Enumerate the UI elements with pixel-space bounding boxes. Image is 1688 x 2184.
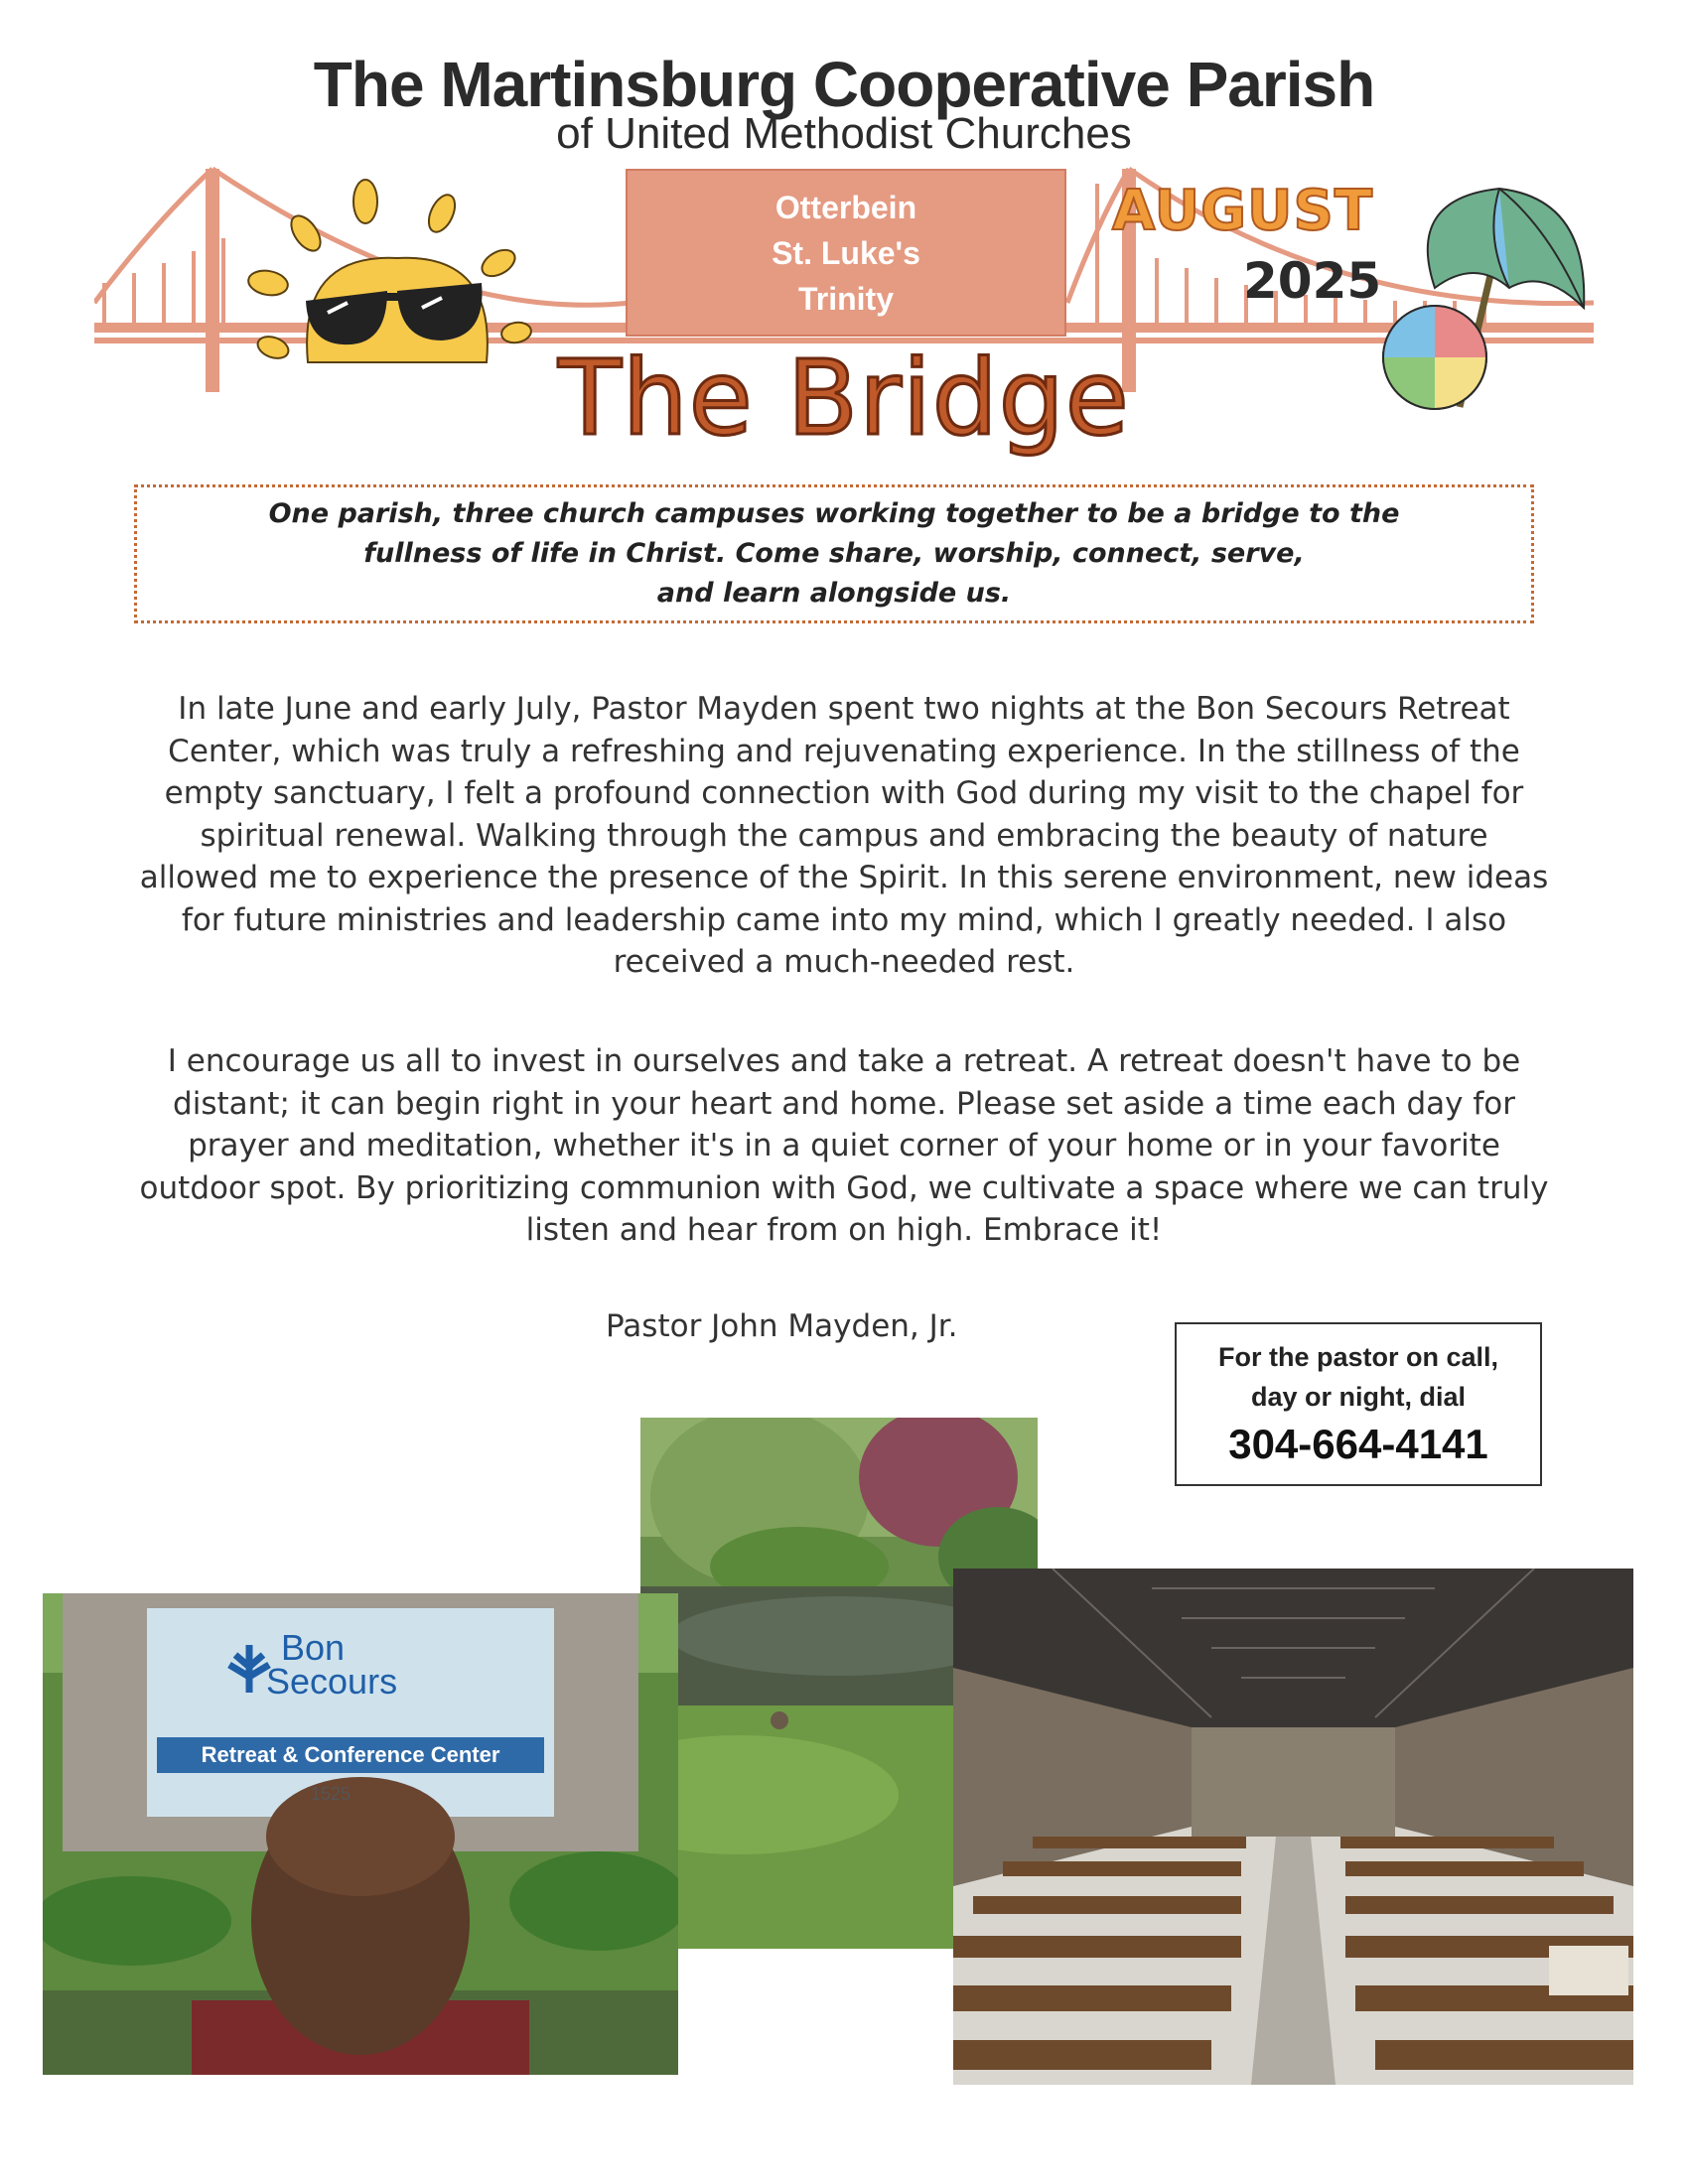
- parish-title: The Martinsburg Cooperative Parish: [313, 49, 1375, 120]
- article-paragraph-1: In late June and early July, Pastor Mayden spent two nights at the Bon Secours Retreat Center, which was truly a refreshing and rejuvenating experience. In the stillness of the empty sanctuary, I felt a profound connection with God during my visit to the chapel for spiritual renewal. Walking through the campus and embracing the beauty of nature allowed me to experience the presence of the Spirit. In this serene environment, new ideas for future ministries and leadership came into my mind, which I greatly needed. I also received a much-needed rest.: [139, 691, 1549, 980]
- retreat-sign-selfie-photo: [43, 1593, 678, 2075]
- church-campuses-box: [626, 169, 1066, 337]
- sign-banner: Retreat & Conference Center: [201, 1742, 500, 1767]
- chapel-interior-photo: [953, 1569, 1633, 2085]
- sign-brand-line-2: Secours: [266, 1661, 398, 1702]
- mission-line: and learn alongside us.: [656, 578, 1012, 609]
- church-name-st-lukes: St. Luke's: [772, 234, 920, 271]
- issue-year: 2025: [1243, 252, 1382, 310]
- mission-line: fullness of life in Christ. Come share, worship, connect, serve,: [363, 538, 1305, 569]
- contact-line-1: For the pastor on call,: [1217, 1341, 1499, 1372]
- contact-phone[interactable]: 304-664-4141: [1228, 1420, 1488, 1467]
- contact-line-2: day or night, dial: [1250, 1381, 1466, 1412]
- article-paragraph-2: I encourage us all to invest in ourselves and take a retreat. A retreat doesn't have to be distant; it can begin right in your heart and home. Please set aside a time each day for prayer and meditation, whether it's in a quiet corner of your home or in your favorite outdoor spot. By prioritizing communion with God, we cultivate a space where we can truly listen and hear from on high. Embrace it!: [139, 1043, 1549, 1248]
- church-name-trinity: Trinity: [797, 280, 894, 317]
- pastor-contact-box: [1175, 1322, 1542, 1486]
- mission-line: One parish, three church campuses working together to be a bridge to the: [268, 498, 1400, 529]
- church-name-otterbein: Otterbein: [774, 189, 917, 225]
- sign-brand-line-1: Bon: [281, 1627, 346, 1668]
- newsletter-name: The Bridge: [558, 338, 1130, 459]
- issue-month: AUGUST: [1112, 179, 1374, 243]
- article-signature: Pastor John Mayden, Jr.: [606, 1308, 958, 1344]
- mission-statement: [134, 484, 1534, 623]
- parish-subtitle: of United Methodist Churches: [556, 109, 1132, 158]
- sign-number: 1525: [311, 1784, 352, 1804]
